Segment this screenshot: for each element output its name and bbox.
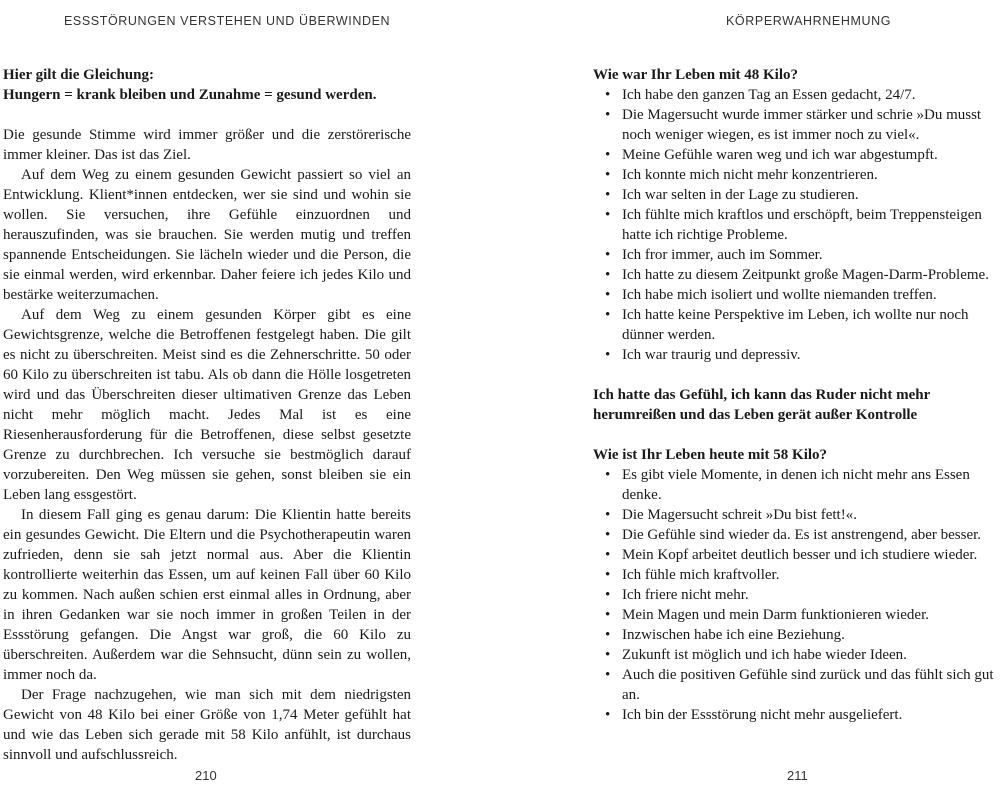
body-paragraph: Die gesunde Stimme wird immer größer und die zerstörerische immer kleiner. Das ist das Ziel. — [3, 127, 411, 163]
list-item: • Die Magersucht wurde immer stärker und schrie »Du musst noch weniger wiegen, es ist immer noch zu viel«. — [593, 105, 998, 145]
left-page-body — [3, 65, 411, 765]
list-item: • Ich bin der Essstörung nicht mehr ausgeliefert. — [593, 705, 998, 725]
list-life-at-48-kilo — [593, 85, 998, 365]
list-item: • Die Gefühle sind wieder da. Es ist anstrengend, aber besser. — [593, 525, 998, 545]
question-heading-48-kilo: Wie war Ihr Leben mit 48 Kilo? — [593, 67, 799, 83]
running-head-left: ESSSTÖRUNGEN VERSTEHEN UND ÜBERWINDEN — [64, 14, 391, 28]
spacer — [593, 365, 998, 385]
body-paragraph: Auf dem Weg zu einem gesunden Gewicht passiert so viel an Entwicklung. Klient*innen entdecken, wer sie sind und wohin sie wollen. Sie versuchen, ihre Gefühle einzuordnen und herauszufinden, was sie brauchen. Sie werden mutig und treffen spannende Entscheidungen. Sie lächeln wieder und die Person, die sie einmal werden, wird erkennbar. Daher feiere ich jedes Kilo und bestärke weiterzumachen. — [3, 167, 411, 303]
statement-heading: Ich hatte das Gefühl, ich kann das Ruder nicht mehr herumreißen und das Leben gerät außer Kontrolle — [593, 387, 931, 423]
list-item: • Ich hatte zu diesem Zeitpunkt große Magen-Darm-Probleme. — [593, 265, 998, 285]
list-item: • Ich fühlte mich kraftlos und erschöpft, beim Treppensteigen hatte ich richtige Probleme. — [593, 205, 998, 245]
body-paragraph: Der Frage nachzugehen, wie man sich mit dem niedrigsten Gewicht von 48 Kilo bei einer Größe von 1,74 Meter gefühlt hat und wie das Leben sich gerade mit 58 Kilo anfühlt, ist durchaus sinnvoll und aufschlussreich. — [3, 687, 411, 763]
body-paragraph: In diesem Fall ging es genau darum: Die Klientin hatte bereits ein gesundes Gewicht. Die Eltern und die Psychotherapeutin waren zufrieden, denn sie sah jetzt normal aus. Aber die Klientin kontrollierte weiterhin das Essen, um auf keinen Fall über 60 Kilo zu kommen. Nach außen schien erst einmal alles in Ordnung, aber in ihren Gedanken war sie noch immer in großen Teilen in der Essstörung gefangen. Die Angst war groß, die 60 Kilo zu überschreiten. Außerdem war die Sehnsucht, dünn sein zu wollen, immer noch da. — [3, 507, 411, 683]
list-item: • Mein Magen und mein Darm funktionieren wieder. — [593, 605, 998, 625]
spacer — [593, 425, 998, 445]
list-item: • Inzwischen habe ich eine Beziehung. — [593, 625, 998, 645]
list-item: • Ich fror immer, auch im Sommer. — [593, 245, 998, 265]
spacer — [3, 105, 411, 125]
list-item: • Ich habe den ganzen Tag an Essen gedacht, 24/7. — [593, 85, 998, 105]
list-item: • Die Magersucht schreit »Du bist fett!«. — [593, 505, 998, 525]
list-item: • Ich hatte keine Perspektive im Leben, ich wollte nur noch dünner werden. — [593, 305, 998, 345]
running-head-right: KÖRPERWAHRNEHMUNG — [726, 14, 892, 28]
list-item: • Zukunft ist möglich und ich habe wieder Ideen. — [593, 645, 998, 665]
page-number-right: 211 — [787, 768, 808, 783]
list-item: • Ich friere nicht mehr. — [593, 585, 998, 605]
list-item: • Ich war selten in der Lage zu studieren. — [593, 185, 998, 205]
list-item: • Es gibt viele Momente, in denen ich nicht mehr ans Essen denke. — [593, 465, 998, 505]
right-page-body — [593, 65, 998, 725]
equation-heading-line1: Hier gilt die Gleichung: — [3, 67, 154, 83]
list-item: • Ich konnte mich nicht mehr konzentrieren. — [593, 165, 998, 185]
question-heading-58-kilo: Wie ist Ihr Leben heute mit 58 Kilo? — [593, 447, 828, 463]
list-item: • Ich fühle mich kraftvoller. — [593, 565, 998, 585]
equation-heading-line2: Hungern = krank bleiben und Zunahme = gesund werden. — [3, 87, 377, 103]
list-item: • Ich war traurig und depressiv. — [593, 345, 998, 365]
list-item: • Meine Gefühle waren weg und ich war abgestumpft. — [593, 145, 998, 165]
list-item: • Mein Kopf arbeitet deutlich besser und ich studiere wieder. — [593, 545, 998, 565]
list-life-at-58-kilo — [593, 465, 998, 725]
list-item: • Ich habe mich isoliert und wollte niemanden treffen. — [593, 285, 998, 305]
body-paragraph: Auf dem Weg zu einem gesunden Körper gibt es eine Gewichtsgrenze, welche die Betroffenen festgelegt haben. Die gilt es nicht zu überschreiten. Meist sind es die Zehnerschritte. 50 oder 60 Kilo zu überschreiten ist tabu. Als ob dann die Hölle losgetreten wird und das Überschreiten dieser ultimativen Grenze das Leben nicht mehr möglich macht. Jedes Mal ist es eine Riesenherausforderung für die Betroffenen, diese selbst gesetzte Grenze zu durchbrechen. Ich versuche sie bestmöglich darauf vorzubereiten. Den Weg müssen sie gehen, sonst bleiben sie ein Leben lang essgestört. — [3, 307, 411, 503]
page-number-left: 210 — [195, 768, 217, 783]
list-item: • Auch die positiven Gefühle sind zurück und das fühlt sich gut an. — [593, 665, 998, 705]
